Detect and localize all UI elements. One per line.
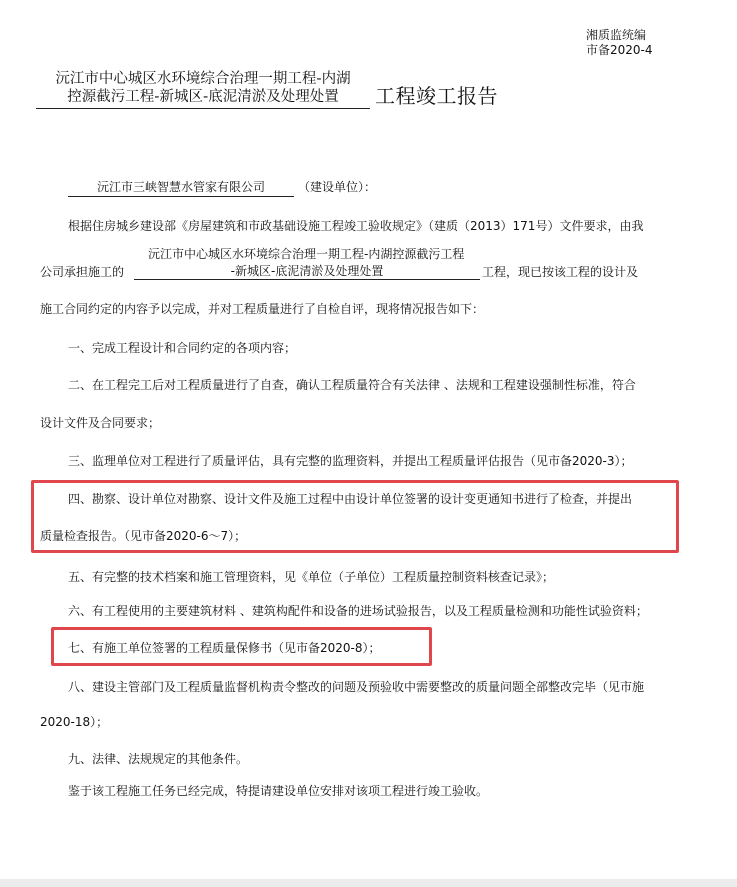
item-4-line2: 质量检查报告。（见市备2020-6～7）；: [40, 529, 247, 543]
form-code-line1: 湘质监统编: [586, 28, 647, 42]
item-1: 一、完成工程设计和合同约定的各项内容；: [68, 341, 297, 355]
construction-unit-name: 沅江市三峡智慧水管家有限公司: [68, 180, 294, 197]
project-prefix: 公司承担施工的: [40, 265, 125, 279]
item-3: 三、监理单位对工程进行了质量评估，具有完整的监理资料，并提出工程质量评估报告（见市备2020-3）；: [68, 454, 633, 468]
item-8-line1: 八、建设主管部门及工程质量监督机构责令整改的问题及预验收中需要整改的质量问题全部整改完毕（见市施: [68, 680, 645, 694]
item-8-line2: 2020-18）；: [40, 715, 109, 729]
item-2-line2: 设计文件及合同要求；: [40, 416, 161, 430]
title-project-line1: 沅江市中心城区水环境综合治理一期工程-内湖: [55, 71, 351, 87]
item-4-line1: 四、勘察、设计单位对勘察、设计文件及施工过程中由设计单位签署的设计变更通知书进行了检查，并提出: [68, 492, 633, 506]
item-9: 九、法律、法规规定的其他条件。: [68, 752, 249, 766]
page-bottom-bar: [0, 879, 737, 887]
project-name-line1: 沅江市中心城区水环境综合治理一期工程-内湖控源截污工程: [148, 247, 465, 261]
title-project-line2: 控源截污工程-新城区-底泥清淤及处理处置: [67, 89, 339, 105]
title-project-name: [36, 70, 370, 109]
intro-line1: 根据住房城乡建设部《房屋建筑和市政基础设施工程竣工验收规定》（建质（2013）171号）文件要求，由我: [68, 219, 644, 233]
project-suffix: 工程，现已按该工程的设计及: [482, 265, 639, 279]
intro-line3: 施工合同约定的内容予以完成，并对工程质量进行了自检自评，现将情况报告如下：: [40, 302, 485, 316]
item-2-line1: 二、在工程完工后对工程质量进行了自查，确认工程质量符合有关法律 、法规和工程建设强制性标准，符合: [68, 378, 636, 392]
item-7: 七、有施工单位签署的工程质量保修书（见市备2020-8）；: [68, 641, 381, 655]
item-5: 五、有完整的技术档案和施工管理资料，见《单位（子单位）工程质量控制资料核查记录》；: [68, 570, 555, 584]
construction-unit-label: （建设单位）：: [298, 180, 377, 194]
closing-statement: 鉴于该工程施工任务已经完成，特提请建设单位安排对该项工程进行竣工验收。: [68, 784, 489, 798]
item-6: 六、有工程使用的主要建筑材料 、建筑构配件和设备的进场试验报告，以及工程质量检测和功能性试验资料；: [68, 604, 648, 618]
form-code-line2: 市备2020-4: [586, 43, 653, 57]
project-name-line2: -新城区-底泥清淤及处理处置: [134, 264, 480, 280]
report-title: 工程竣工报告: [375, 84, 498, 108]
